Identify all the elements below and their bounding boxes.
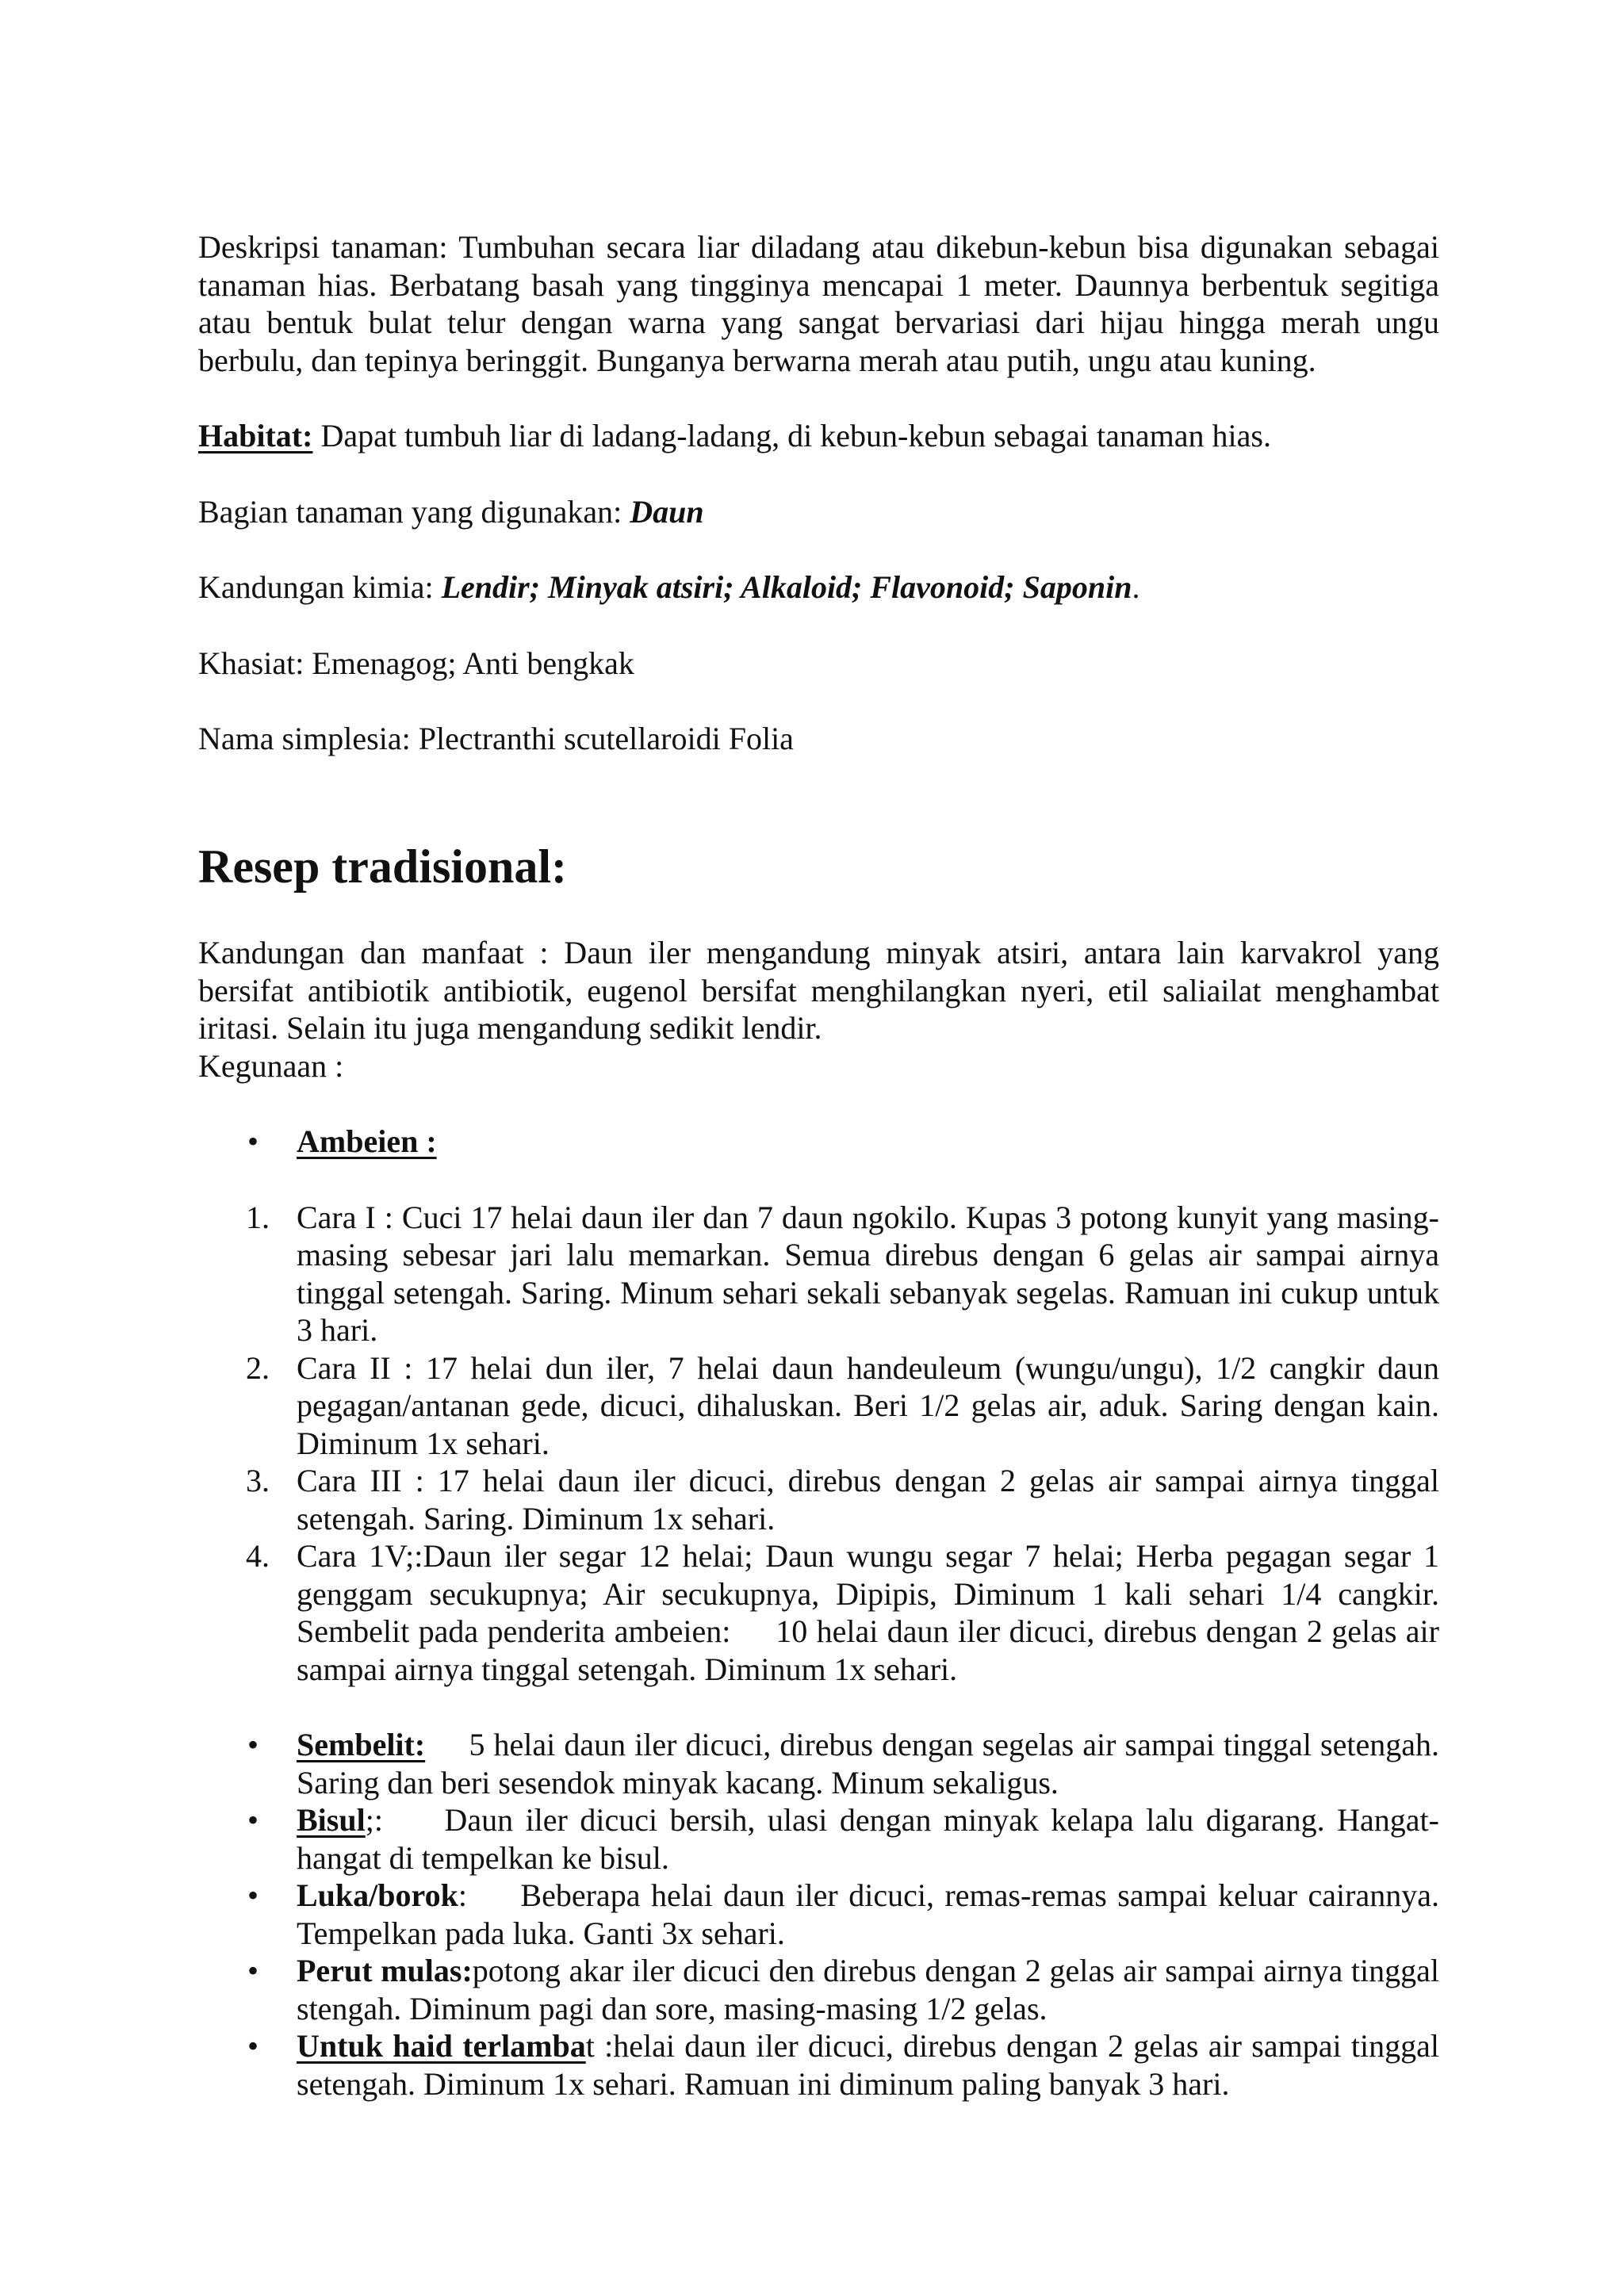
step-text: Cara 1V;:Daun iler segar 12 helai; Daun wungu segar 7 helai; Herba pegagan segar 1 genggam secukupnya; Air secukupnya, Dipipis, Diminum 1 kali sehari 1/4 cangkir. Sembelit pada penderita ambeien: 10 helai daun iler dicuci, direbus dengan 2 gelas air sampai airnya tinggal setengah. Diminum 1x sehari.: [297, 1538, 1447, 1687]
chemical-label: Kandungan kimia:: [198, 569, 442, 605]
use-text: : Beberapa helai daun iler dicuci, remas-remas sampai keluar cairannya. Tempelkan pada luka. Ganti 3x sehari.: [297, 1877, 1447, 1951]
kegunaan-label: Kegunaan :: [198, 1047, 344, 1084]
ambeien-list: [198, 1123, 1439, 1161]
step-item: [198, 1349, 1439, 1463]
page-content: [198, 228, 1447, 2102]
use-item: [198, 2027, 1439, 2103]
recipe-section: [198, 934, 1447, 2103]
ambeien-item: [198, 1123, 1439, 1161]
use-item: [198, 1801, 1439, 1877]
description-paragraph: Deskripsi tanaman: Tumbuhan secara liar diladang atau dikebun-kebun bisa digunakan sebagai tanaman hias. Berbatang basah yang tingginya mencapai 1 meter. Daunnya berbentuk segitiga atau bentuk bulat telur dengan warna yang sangat bervariasi dari hijau hingga merah ungu berbulu, dan tepinya beringgit. Bunganya berwarna merah atau putih, ungu atau kuning.: [198, 229, 1439, 378]
part-used-line: [198, 493, 1439, 531]
ambeien-steps: [198, 1199, 1447, 1689]
step-text: Cara I : Cuci 17 helai daun iler dan 7 daun ngokilo. Kupas 3 potong kunyit yang masing-masing sebesar jari lalu memarkan. Semua direbus dengan 6 gelas air sampai airnya tinggal setengah. Saring. Minum sehari sekali sebanyak segelas. Ramuan ini cukup untuk 3 hari.: [297, 1199, 1439, 1348]
habitat-line: [198, 417, 1439, 455]
simplesia-line: Nama simplesia: Plectranthi scutellaroidi Folia: [198, 721, 794, 756]
use-text: potong akar iler dicuci den direbus dengan 2 gelas air sampai airnya tinggal stengah. Diminum pagi dan sore, masing-masing 1/2 gelas.: [297, 1953, 1440, 2026]
habitat-text: Dapat tumbuh liar di ladang-ladang, di kebun-kebun sebagai tanaman hias.: [312, 418, 1271, 453]
step-item: [198, 1537, 1447, 1688]
recipe-intro: Kandungan dan manfaat : Daun iler mengandung minyak atsiri, antara lain karvakrol yang bersifat antibiotik antibiotik, eugenol bersifat menghilangkan nyeri, etil saliailat menghambat iritasi. Selain itu juga mengandung sedikit lendir.: [198, 935, 1439, 1046]
khasiat-line: Khasiat: Emenagog; Anti bengkak: [198, 645, 634, 681]
use-item: [198, 1877, 1447, 1952]
chemical-value: Lendir; Minyak atsiri; Alkaloid; Flavonoid; Saponin: [441, 569, 1132, 605]
step-text: Cara III : 17 helai daun iler dicuci, direbus dengan 2 gelas air sampai airnya tinggal setengah. Saring. Diminum 1x sehari.: [297, 1463, 1439, 1536]
use-label: Bisul: [297, 1802, 366, 1838]
use-label: Perut mulas:: [297, 1953, 473, 1988]
chemical-content-line: [198, 568, 1439, 607]
part-used-label: Bagian tanaman yang digunakan:: [198, 493, 630, 530]
habitat-label: Habitat:: [198, 418, 313, 453]
uses-list: [198, 1726, 1447, 2103]
use-text: ;: Daun iler dicuci bersih, ulasi dengan minyak kelapa lalu digarang. Hangat-hangat di tempelkan ke bisul.: [297, 1802, 1439, 1876]
use-text: t :helai daun iler dicuci, direbus dengan 2 gelas air sampai tinggal setengah. Diminum 1x sehari. Ramuan ini diminum paling banyak 3 hari.: [297, 2028, 1440, 2102]
step-item: [198, 1462, 1439, 1537]
step-number: 3.: [246, 1463, 270, 1498]
use-label: Sembelit:: [297, 1727, 426, 1762]
use-item: [198, 1952, 1439, 2027]
step-item: [198, 1199, 1439, 1349]
step-text: Cara II : 17 helai dun iler, 7 helai daun handeuleum (wungu/ungu), 1/2 cangkir daun pegagan/antanan gede, dicuci, dihaluskan. Beri 1/2 gelas air, aduk. Saring dengan kain. Diminum 1x sehari.: [297, 1349, 1439, 1461]
use-label: Untuk haid terlamba: [297, 2028, 586, 2064]
step-number: 1.: [246, 1199, 270, 1235]
recipe-heading: Resep tradisional:: [198, 840, 567, 893]
use-text: 5 helai daun iler dicuci, direbus dengan segelas air sampai tinggal setengah. Saring dan beri sesendok minyak kacang. Minum sekaligus.: [297, 1727, 1447, 1800]
step-number: 4.: [246, 1538, 270, 1574]
step-number: 2.: [246, 1349, 270, 1386]
ambeien-label: Ambeien :: [297, 1123, 437, 1159]
chemical-end: .: [1132, 569, 1140, 605]
part-used-value: Daun: [630, 493, 704, 530]
use-item: [198, 1726, 1447, 1801]
use-label: Luka/borok: [297, 1877, 458, 1913]
